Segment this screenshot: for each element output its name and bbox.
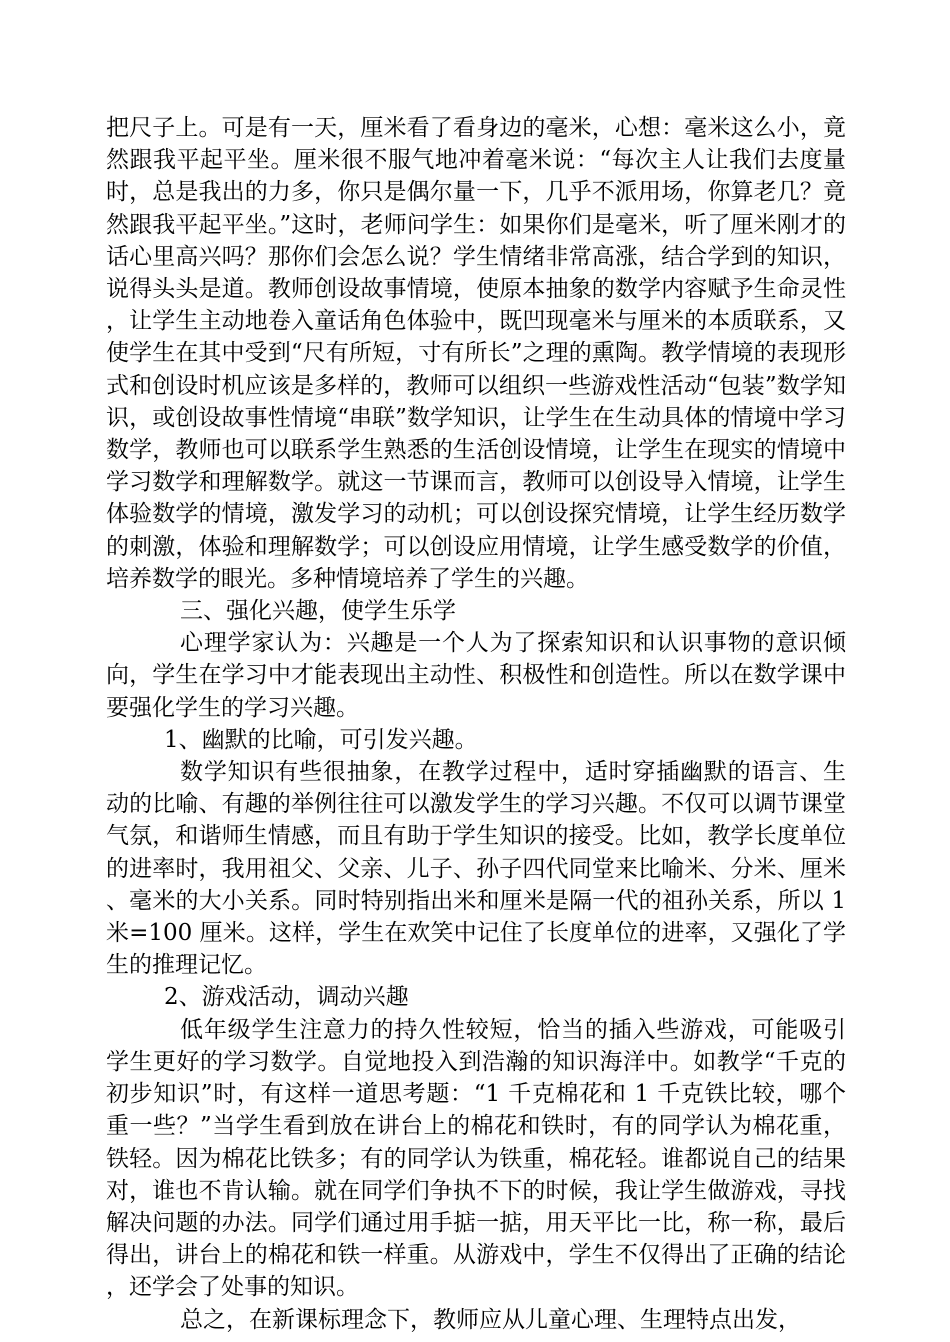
body-paragraph-game-example: 低年级学生注意力的持久性较短，恰当的插入些游戏，可能吸引学生更好的学习数学。自觉地投入到浩瀚的知识海洋中。如教学“千克的初步知识”时，有这样一道思考题：“1 千克棉花和 1 千克铁比较，哪个重一些？”当学生看到放在讲台上的棉花和铁时，有的同学认为棉花重，铁轻。因为棉花比铁多；有的同学认为铁重，棉花轻。谁都说自己的结果对，谁也不肯认输。就在同学们争执不下的时候，我让学生做游戏，寻找解决问题的办法。同学们通过用手掂一掂，用天平比一比，称一称，最后得出，讲台上的棉花和铁一样重。从游戏中，学生不仅得出了正确的结论，还学会了处事的知识。	[106, 1016, 846, 1301]
body-paragraph-metaphor-example: 数学知识有些很抽象，在教学过程中，适时穿插幽默的语言、生动的比喻、有趣的举例往往可以激发学生的学习兴趣。不仅可以调节课堂气氛，和谐师生情感，而且有助于学生知识的接受。比如，教学长度单位的进率时，我用祖父、父亲、儿子、孙子四代同堂来比喻米、分米、厘米、毫米的大小关系。同时特别指出米和厘米是隔一代的祖孙关系，所以 1 米=100 厘米。这样，学生在欢笑中记住了长度单位的进率，又强化了学生的推理记忆。	[106, 759, 846, 979]
body-paragraph-story: 把尺子上。可是有一天，厘米看了看身边的毫米，心想：毫米这么小，竟然跟我平起平坐。厘米很不服气地冲着毫米说：“每次主人让我们去度量时，总是我出的力多，你只是偶尔量一下，几乎不派用场，你算老几？竟然跟我平起平坐。”这时，老师问学生：如果你们是毫米，听了厘米刚才的话心里高兴吗？那你们会怎么说？学生情绪非常高涨，结合学到的知识，说得头头是道。教师创设故事情境，使原本抽象的数学内容赋予生命灵性，让学生主动地卷入童话角色体验中，既凹现毫米与厘米的本质联系，又使学生在其中受到“尺有所短，寸有所长”之理的熏陶。教学情境的表现形式和创设时机应该是多样的，教师可以组织一些游戏性活动“包装”数学知识，或创设故事性情境“串联”数学知识，让学生在生动具体的情境中学习数学，教师也可以联系学生熟悉的生活创设情境，让学生在现实的情境中学习数学和理解数学。就这一节课而言，教师可以创设导入情境，让学生体验数学的情境，激发学习的动机；可以创设探究情境，让学生经历数学的刺激，体验和理解数学；可以创设应用情境，让学生感受数学的价值，培养数学的眼光。多种情境培养了学生的兴趣。	[106, 115, 846, 592]
section-heading-3: 三、强化兴趣，使学生乐学	[180, 598, 456, 625]
subheading-humor-metaphor: 1、幽默的比喻，可引发兴趣。	[164, 726, 478, 753]
body-paragraph-conclusion: 总之，在新课标理念下，教师应从儿童心理、生理特点出发，	[180, 1306, 801, 1333]
document-page	[106, 112, 846, 1336]
subheading-game-activity: 2、游戏活动，调动兴趣	[164, 984, 409, 1011]
body-paragraph-interest-definition: 心理学家认为：兴趣是一个人为了探索知识和认识事物的意识倾向，学生在学习中才能表现出主动性、积极性和创造性。所以在数学课中要强化学生的学习兴趣。	[106, 630, 846, 721]
